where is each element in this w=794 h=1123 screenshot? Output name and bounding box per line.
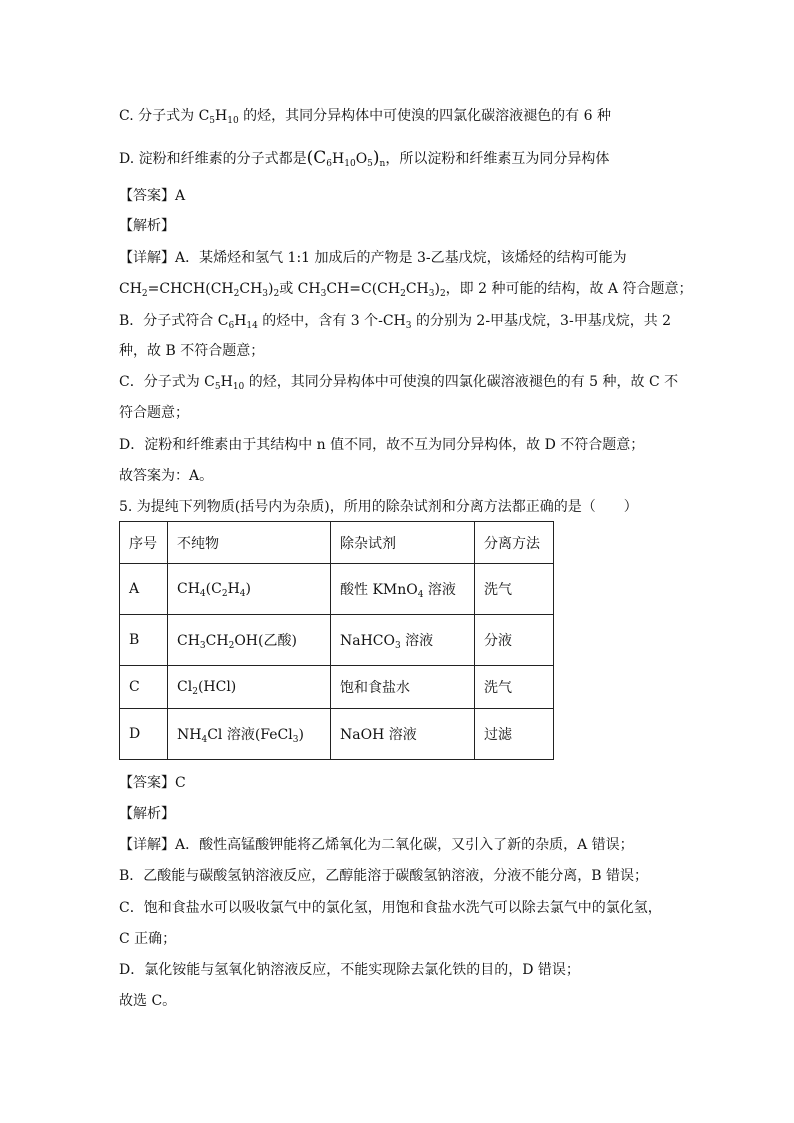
detail2-line-6: 故选 C。 xyxy=(119,993,177,1009)
table-row xyxy=(120,709,554,760)
detail2-line-3: C．饱和食盐水可以吸收氯气中的氯化氢，用饱和食盐水洗气可以除去氯气中的氯化氢， xyxy=(119,900,662,916)
detail2-line-2: B．乙酸能与碳酸氢钠溶液反应，乙醇能溶于碳酸氢钠溶液，分液不能分离，B 错误； xyxy=(119,868,649,884)
detail1-line-3: B．分子式符合 $C_6H_{14}$ 的烃中，含有 3 个$-CH_3$ 的分别为 2-甲基戊烷，3-甲基戊烷，共 2 xyxy=(119,313,672,331)
question-5: 5. 为提纯下列物质(括号内为杂质)，所用的除杂试剂和分离方法都正确的是（ ） xyxy=(119,499,638,515)
method: 洗气 xyxy=(475,564,554,615)
option-d-line: D. 淀粉和纤维素的分子式都是$(C_6H_{10}O_5)_n$，所以淀粉和纤维素互为同分异构体 xyxy=(119,148,610,169)
header-cell: 分离方法 xyxy=(475,522,554,564)
detail1-line-4: 种，故 B 不符合题意； xyxy=(119,343,265,359)
row-id: B xyxy=(120,615,168,666)
option-c-line: C. 分子式为 $C_5H_{10}$ 的烃，其同分异构体中可使溴的四氯化碳溶液褪色的有 6 种 xyxy=(119,108,611,126)
reagent: 饱和食盐水 xyxy=(331,666,475,709)
analysis-label-1: 【解析】 xyxy=(119,218,175,234)
impure-substance: $CH_3CH_2OH$(乙酸) xyxy=(168,615,331,666)
table-row xyxy=(120,666,554,709)
method: 洗气 xyxy=(475,666,554,709)
reagent: NaOH 溶液 xyxy=(331,709,475,760)
impure-substance: $Cl_2(HCl)$ xyxy=(168,666,331,709)
detail2-line-4: C 正确； xyxy=(119,931,177,947)
header-cell: 不纯物 xyxy=(168,522,331,564)
reagent: NaHCO$_3$ 溶液 xyxy=(331,615,475,666)
detail1-line-2: $CH_2=CHCH(CH_2CH_3)_2$或 $CH_3CH=C(CH_2CH_3)_2$，即 2 种可能的结构，故 A 符合题意； xyxy=(119,281,693,299)
row-id: C xyxy=(120,666,168,709)
reagent: 酸性 KMnO$_4$ 溶液 xyxy=(331,564,475,615)
detail2-line-5: D．氯化铵能与氢氧化钠溶液反应，不能实现除去氯化铁的目的，D 错误； xyxy=(119,962,580,978)
detail1-line-6: 符合题意； xyxy=(119,405,189,421)
impure-substance: $NH_4Cl$ 溶液(FeCl$_3$) xyxy=(168,709,331,760)
header-cell: 除杂试剂 xyxy=(331,522,475,564)
row-id: A xyxy=(120,564,168,615)
impure-substance: $CH_4(C_2H_4)$ xyxy=(168,564,331,615)
detail1-line-1: 【详解】A．某烯烃和氢气 1:1 加成后的产物是 3-乙基戊烷，该烯烃的结构可能为 xyxy=(119,250,627,266)
detail1-line-7: D．淀粉和纤维素由于其结构中 n 值不同，故不互为同分异构体，故 D 不符合题意； xyxy=(119,437,645,453)
purification-table xyxy=(119,521,554,760)
table-row xyxy=(120,564,554,615)
detail1-line-8: 故答案为：A。 xyxy=(119,468,214,484)
table-header-row xyxy=(120,522,554,564)
method: 过滤 xyxy=(475,709,554,760)
analysis-label-2: 【解析】 xyxy=(119,806,175,822)
method: 分液 xyxy=(475,615,554,666)
detail2-line-1: 【详解】A．酸性高锰酸钾能将乙烯氧化为二氧化碳，又引入了新的杂质，A 错误； xyxy=(119,837,634,853)
table-row xyxy=(120,615,554,666)
answer-label-2: 【答案】C xyxy=(119,775,186,791)
detail1-line-5: C．分子式为 $C_5H_{10}$ 的烃，其同分异构体中可使溴的四氯化碳溶液褪色的有 5 种，故 C 不 xyxy=(119,374,679,392)
row-id: D xyxy=(120,709,168,760)
answer-label-1: 【答案】A xyxy=(119,188,186,204)
header-cell: 序号 xyxy=(120,522,168,564)
